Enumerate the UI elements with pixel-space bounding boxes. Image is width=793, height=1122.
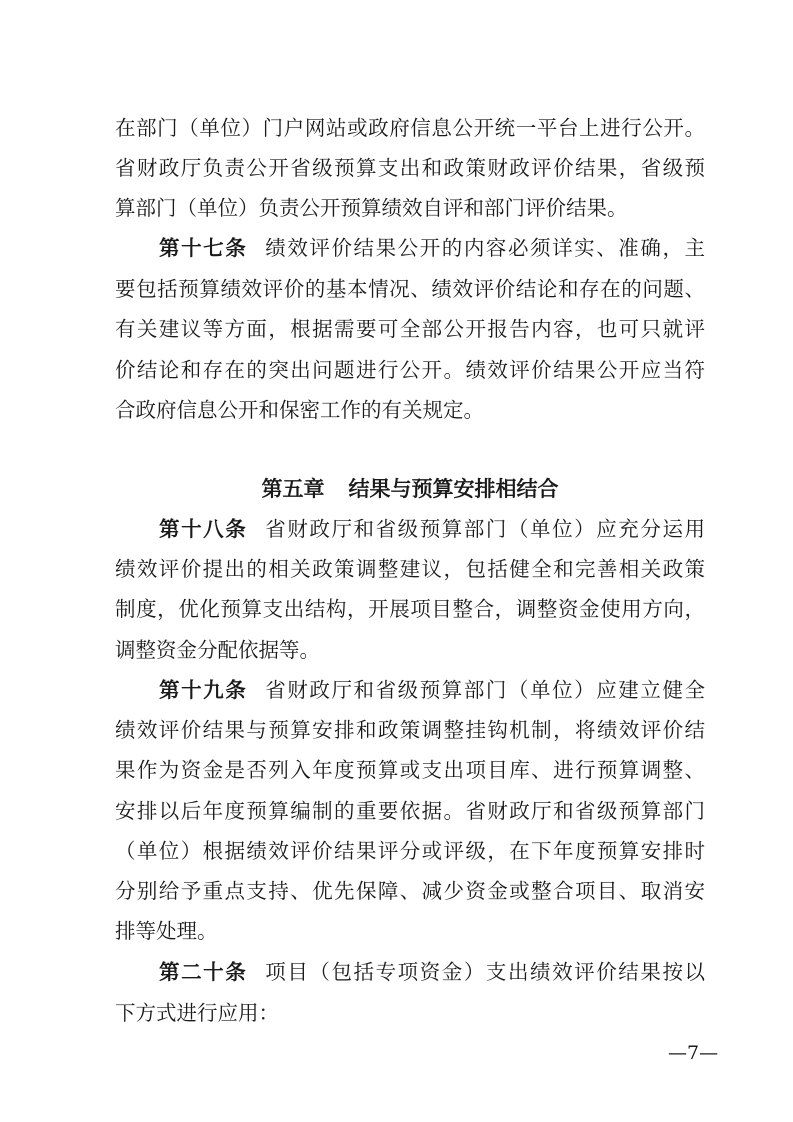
article-20-first-line: [115, 957, 705, 987]
article-17-first-line: [115, 233, 705, 263]
text-line: [115, 314, 705, 344]
text-line: [115, 796, 705, 826]
line-text: 项目（包括专项资金）支出绩效评价结果按以: [265, 960, 706, 984]
line-text: 省财政厅负责公开省级预算支出和政策财政评价结果，省级预: [115, 156, 705, 180]
text-line: [115, 153, 705, 183]
chapter-number: 第五章: [261, 477, 325, 501]
text-line: [115, 916, 705, 946]
text-line: [115, 274, 705, 304]
text-line: [115, 594, 705, 624]
line-text: 安排以后年度预算编制的重要依据。省财政厅和省级预算部门: [115, 799, 705, 823]
line-text: 调整资金分配依据等。: [115, 638, 320, 662]
chapter-heading: [115, 474, 705, 504]
article-19-first-line: [115, 675, 705, 705]
article-label: 第十七条: [159, 236, 248, 260]
line-text: 果作为资金是否列入年度预算或支出项目库、进行预算调整、: [115, 758, 705, 782]
line-text: 绩效评价结果与预算安排和政策调整挂钩机制，将绩效评价结: [115, 718, 705, 742]
text-line: [115, 554, 705, 584]
article-label: 第二十条: [159, 960, 248, 984]
line-text: 省财政厅和省级预算部门（单位）应充分运用: [265, 517, 706, 541]
text-line: [115, 715, 705, 745]
line-text: 排等处理。: [115, 919, 218, 943]
text-line: [115, 836, 705, 866]
line-text: 有关建议等方面，根据需要可全部公开报告内容，也可只就评: [115, 317, 705, 341]
text-line: [115, 635, 705, 665]
chapter-title: 结果与预算安排相结合: [348, 477, 559, 501]
text-line: [115, 395, 705, 425]
text-line: [115, 113, 705, 143]
line-text: 制度，优化预算支出结构，开展项目整合，调整资金使用方向，: [115, 597, 705, 621]
article-label: 第十九条: [159, 678, 248, 702]
text-line: [115, 193, 705, 223]
text-line: [115, 998, 705, 1028]
text-line: [115, 876, 705, 906]
line-text: 要包括预算绩效评价的基本情况、绩效评价结论和存在的问题、: [115, 277, 705, 301]
line-text: 算部门（单位）负责公开预算绩效自评和部门评价结果。: [115, 196, 628, 220]
page-number: —7—: [668, 1042, 719, 1064]
line-text: 绩效评价结果公开的内容必须详实、准确，主: [265, 236, 706, 260]
line-text: 下方式进行应用：: [115, 1001, 279, 1025]
line-text: 价结论和存在的突出问题进行公开。绩效评价结果公开应当符: [115, 358, 705, 382]
line-text: 绩效评价提出的相关政策调整建议，包括健全和完善相关政策: [115, 557, 705, 581]
article-label: 第十八条: [159, 517, 248, 541]
line-text: 在部门（单位）门户网站或政府信息公开统一平台上进行公开。: [115, 116, 705, 140]
line-text: （单位）根据绩效评价结果评分或评级，在下年度预算安排时: [115, 839, 705, 863]
article-18-first-line: [115, 514, 705, 544]
text-line: [115, 355, 705, 385]
line-text: 分别给予重点支持、优先保障、减少资金或整合项目、取消安: [115, 879, 705, 903]
text-line: [115, 755, 705, 785]
line-text: 省财政厅和省级预算部门（单位）应建立健全: [265, 678, 706, 702]
line-text: 合政府信息公开和保密工作的有关规定。: [115, 398, 484, 422]
